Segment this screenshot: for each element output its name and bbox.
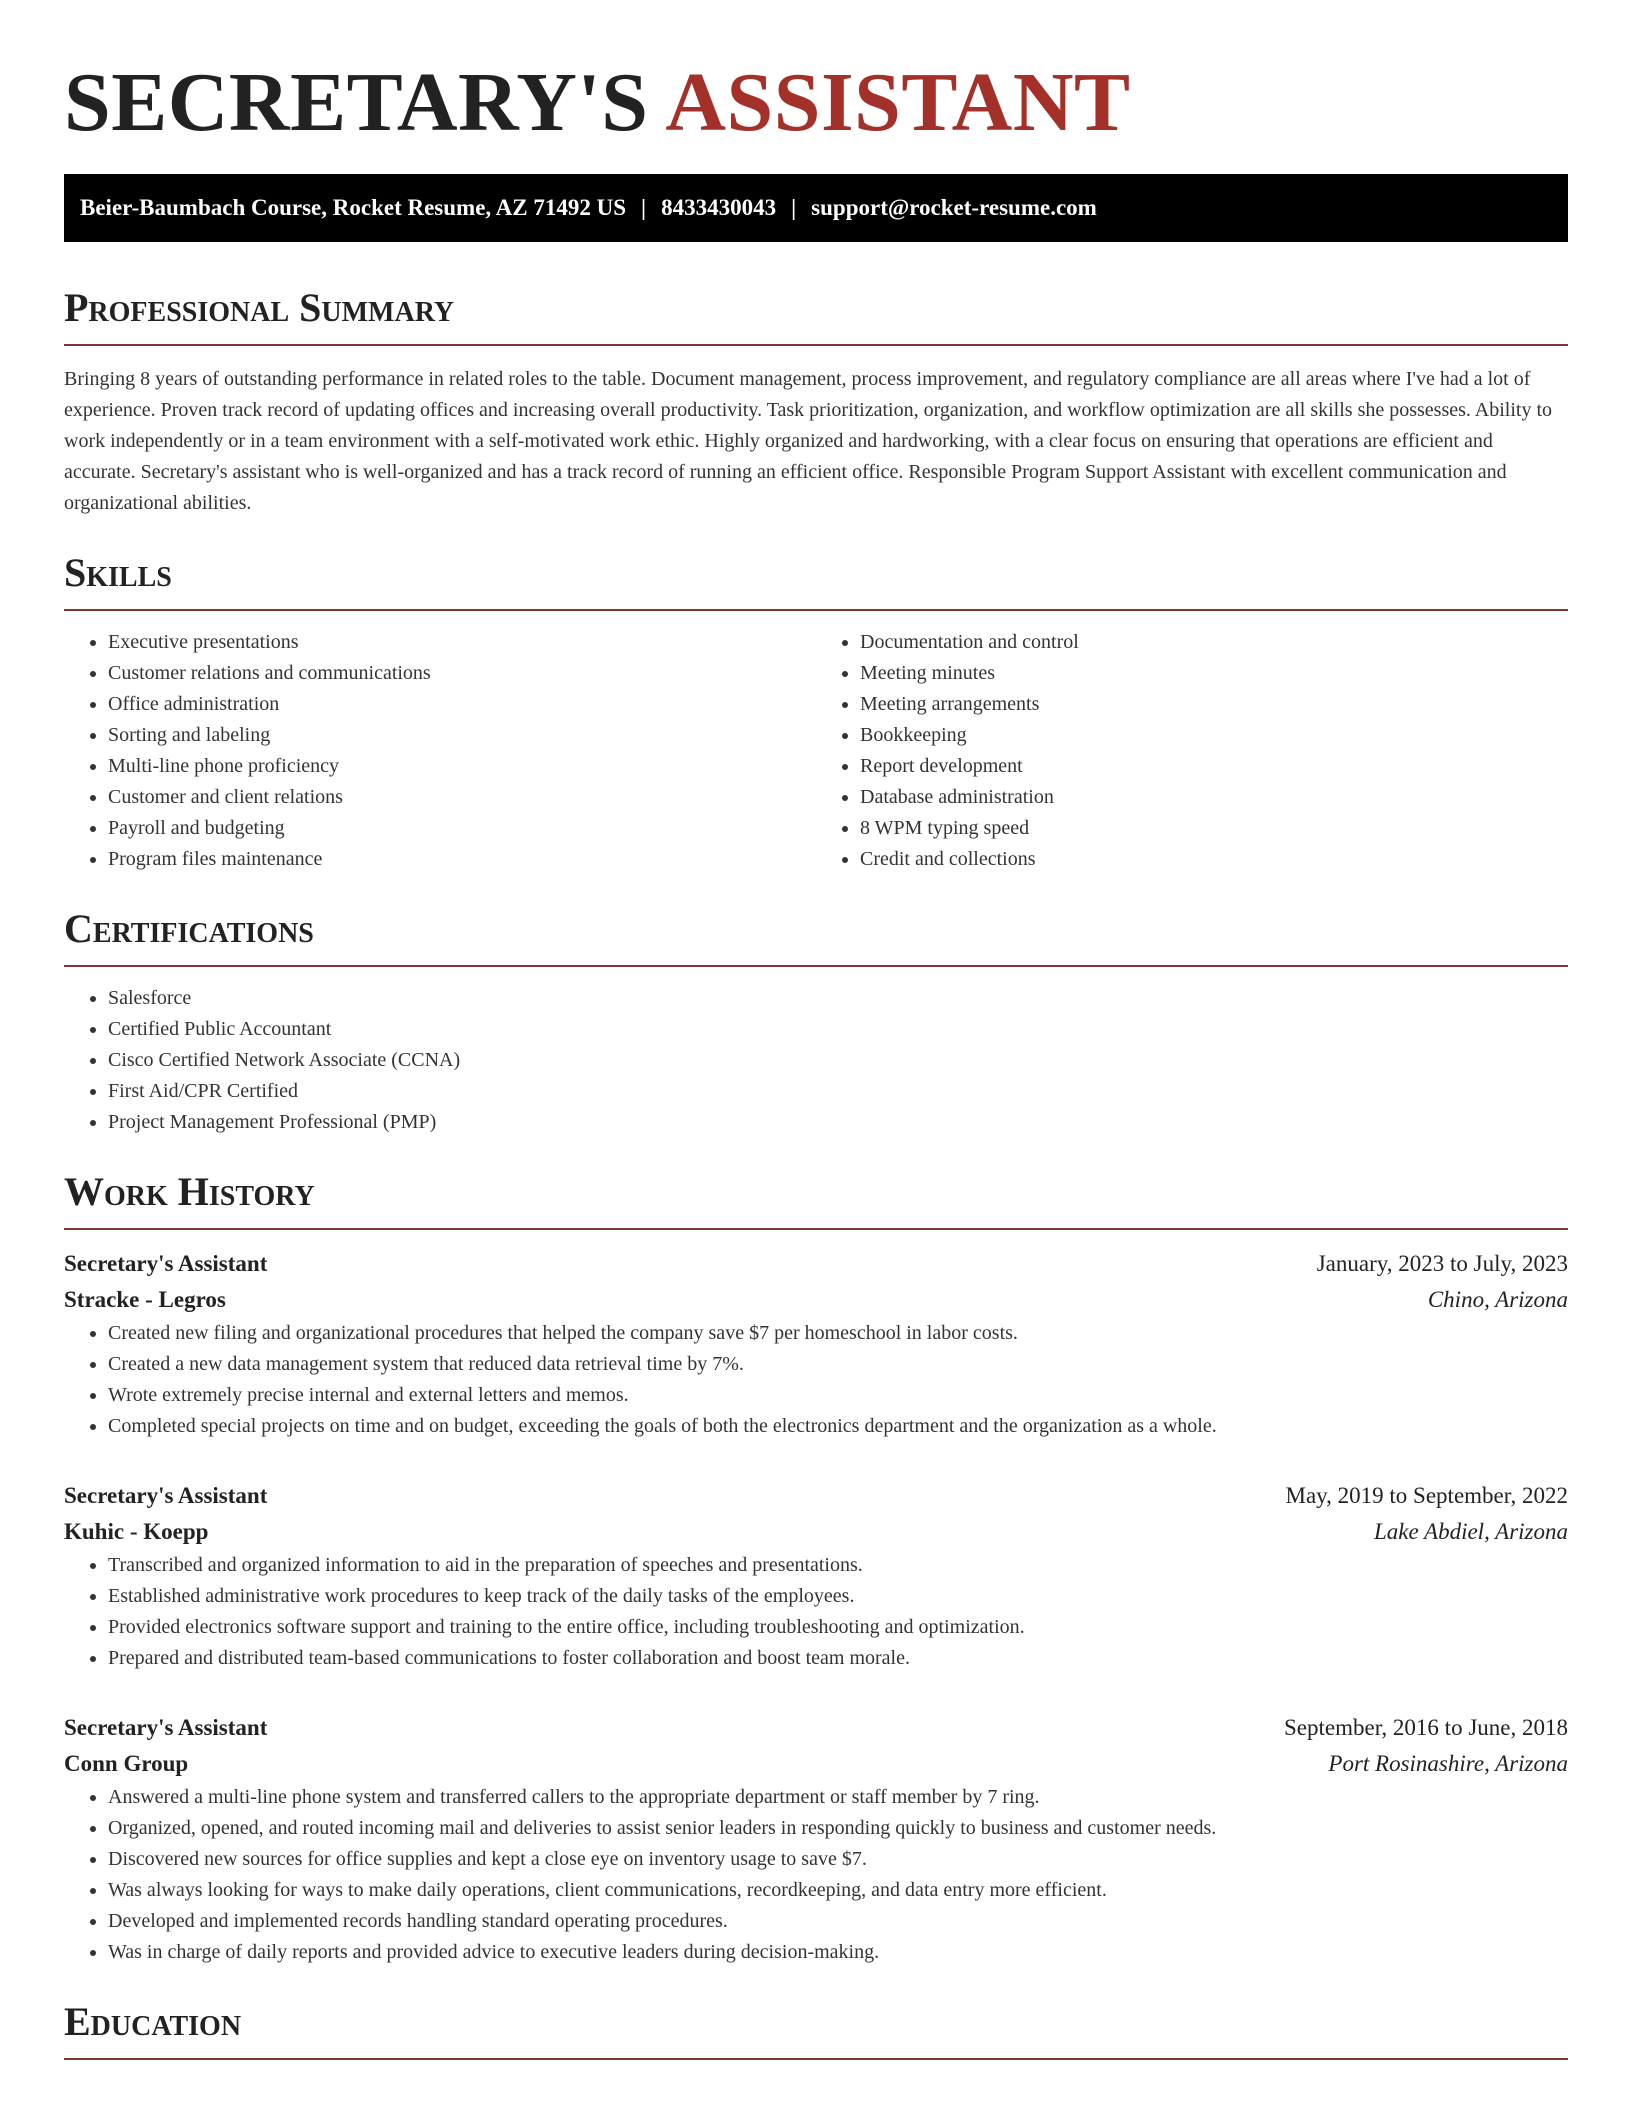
resume-name (64, 0, 1568, 154)
section-certifications (64, 905, 1568, 1138)
section-divider (64, 344, 1568, 346)
skills-list-left (64, 627, 816, 875)
skill-item: • Office administration (108, 689, 816, 720)
skill-item: • Database administration (860, 782, 1568, 813)
job-bullet: • Transcribed and organized information to aid in the preparation of speeches and presentations. (108, 1550, 1568, 1581)
job-entry (64, 1710, 1568, 1968)
job-company: Conn Group (64, 1751, 189, 1776)
skill-item: • Payroll and budgeting (108, 813, 816, 844)
job-dates: January, 2023 to July, 2023 (1316, 1251, 1568, 1276)
skill-item: • Report development (860, 751, 1568, 782)
section-work-history (64, 1168, 1568, 1968)
job-bullet: • Established administrative work procedures to keep track of the daily tasks of the employees. (108, 1581, 1568, 1612)
job-company-row (64, 1514, 1568, 1550)
job-bullet: • Discovered new sources for office supplies and kept a close eye on inventory usage to save $7. (108, 1844, 1568, 1875)
job-entry (64, 1246, 1568, 1442)
skill-item: • Documentation and control (860, 627, 1568, 658)
section-title-work-history: Work History (64, 1169, 315, 1214)
contact-phone[interactable]: 8433430043 (661, 195, 777, 220)
job-company: Kuhic - Koepp (64, 1519, 209, 1544)
job-location: Lake Abdiel, Arizona (1373, 1519, 1568, 1544)
contact-address: Beier-Baumbach Course, Rocket Resume, AZ 71492 US (80, 195, 627, 220)
skills-list-right (816, 627, 1568, 875)
job-dates: September, 2016 to June, 2018 (1284, 1715, 1568, 1740)
skill-item: • Bookkeeping (860, 720, 1568, 751)
skill-item: • Meeting minutes (860, 658, 1568, 689)
skill-item: • Customer relations and communications (108, 658, 816, 689)
job-bullet: • Prepared and distributed team-based communications to foster collaboration and boost team morale. (108, 1643, 1568, 1674)
job-header-row (64, 1478, 1568, 1514)
section-divider (64, 965, 1568, 967)
summary-text: Bringing 8 years of outstanding performance in related roles to the table. Document management, process improvement, and regulatory compliance are all areas where I've had a lot of experience. Proven track record of updating offices and increasing overall productivity. Task prioritization, organization, and workflow optimization are all skills she possesses. Ability to work independently or in a team environment with a self-motivated work ethic. Highly organized and hardworking, with a clear focus on ensuring that operations are efficient and accurate. Secretary's assistant who is well-organized and has a track record of running an efficient office. Responsible Program Support Assistant with excellent communication and organizational abilities. (64, 368, 1553, 514)
contact-separator: | (641, 195, 647, 220)
skill-item: • Sorting and labeling (108, 720, 816, 751)
certification-item: • Certified Public Accountant (108, 1014, 1568, 1045)
certification-item: • Project Management Professional (PMP) (108, 1107, 1568, 1138)
job-company-row (64, 1282, 1568, 1318)
job-location: Chino, Arizona (1427, 1287, 1568, 1312)
name-second: ASSISTANT (665, 56, 1131, 149)
job-bullet: • Wrote extremely precise internal and external letters and memos. (108, 1380, 1568, 1411)
section-divider (64, 1228, 1568, 1230)
skill-item: • Meeting arrangements (860, 689, 1568, 720)
contact-bar (64, 174, 1568, 242)
job-bullet: • Organized, opened, and routed incoming mail and deliveries to assist senior leaders in responding quickly to business and customer needs. (108, 1813, 1568, 1844)
job-bullet: • Created new filing and organizational procedures that helped the company save $7 per homeschool in labor costs. (108, 1318, 1568, 1349)
skill-item: • 8 WPM typing speed (860, 813, 1568, 844)
job-bullets (64, 1782, 1568, 1968)
certification-item: • Cisco Certified Network Associate (CCNA) (108, 1045, 1568, 1076)
contact-separator: | (791, 195, 797, 220)
job-dates: May, 2019 to September, 2022 (1285, 1483, 1568, 1508)
skill-item: • Credit and collections (860, 844, 1568, 875)
job-title: Secretary's Assistant (64, 1483, 268, 1508)
job-bullet: • Developed and implemented records handling standard operating procedures. (108, 1906, 1568, 1937)
skills-grid (64, 627, 1568, 875)
job-bullets (64, 1550, 1568, 1674)
section-summary (64, 284, 1568, 519)
job-bullet: • Answered a multi-line phone system and transferred callers to the appropriate department or staff member by 7 ring. (108, 1782, 1568, 1813)
job-title: Secretary's Assistant (64, 1715, 268, 1740)
contact-email[interactable]: support@rocket-resume.com (811, 195, 1097, 220)
section-title-education: Education (64, 1999, 242, 2044)
job-entry (64, 1478, 1568, 1674)
certification-item: • First Aid/CPR Certified (108, 1076, 1568, 1107)
section-skills (64, 549, 1568, 875)
job-bullet: • Completed special projects on time and on budget, exceeding the goals of both the electronics department and the organization as a whole. (108, 1411, 1568, 1442)
skill-item: • Customer and client relations (108, 782, 816, 813)
section-title-skills: Skills (64, 550, 172, 595)
job-bullets (64, 1318, 1568, 1442)
section-education (64, 1998, 1568, 2060)
skill-item: • Program files maintenance (108, 844, 816, 875)
job-company: Stracke - Legros (64, 1287, 226, 1312)
name-first: SECRETARY'S (64, 56, 649, 149)
job-bullet: • Provided electronics software support and training to the entire office, including troubleshooting and optimization. (108, 1612, 1568, 1643)
job-location: Port Rosinashire, Arizona (1328, 1751, 1568, 1776)
job-bullet: • Created a new data management system that reduced data retrieval time by 7%. (108, 1349, 1568, 1380)
section-title-certifications: Certifications (64, 906, 314, 951)
job-title: Secretary's Assistant (64, 1251, 268, 1276)
section-divider (64, 2058, 1568, 2060)
section-divider (64, 609, 1568, 611)
skill-item: • Executive presentations (108, 627, 816, 658)
job-bullet: • Was always looking for ways to make daily operations, client communications, recordkeeping, and data entry more efficient. (108, 1875, 1568, 1906)
skill-item: • Multi-line phone proficiency (108, 751, 816, 782)
certification-item: • Salesforce (108, 983, 1568, 1014)
section-title-summary: Professional Summary (64, 285, 455, 330)
job-header-row (64, 1710, 1568, 1746)
job-company-row (64, 1746, 1568, 1782)
job-header-row (64, 1246, 1568, 1282)
job-bullet: • Was in charge of daily reports and provided advice to executive leaders during decision-making. (108, 1937, 1568, 1968)
certifications-list (64, 983, 1568, 1138)
